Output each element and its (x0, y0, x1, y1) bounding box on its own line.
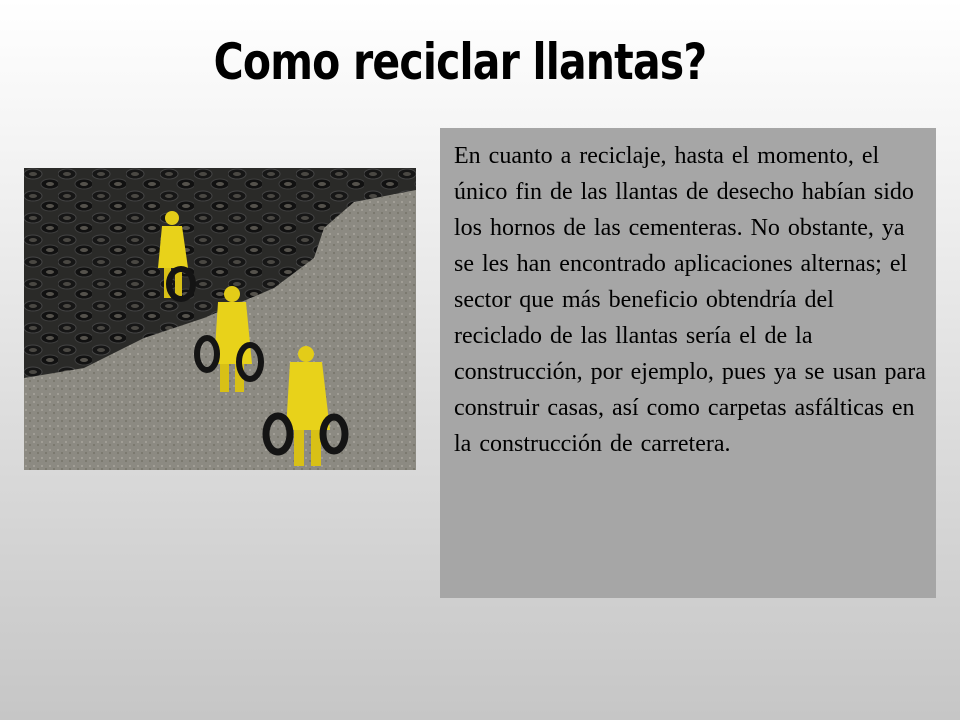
text-box (440, 128, 936, 598)
tire-dump-photo (24, 168, 416, 470)
slide-title: Como reciclar llantas? (213, 33, 707, 91)
body-paragraph: En cuanto a reciclaje, hasta el momento, el único fin de las llantas de desecho habían sido los hornos de las cementeras. No obstante, ya se les han encontrado aplicaciones alternas; el sector que más beneficio obtendría del reciclado de las llantas sería el de la construcción, por ejemplo, pues ya se usan para construir casas, así como carpetas asfálticas en la construcción de carretera. (454, 143, 926, 457)
